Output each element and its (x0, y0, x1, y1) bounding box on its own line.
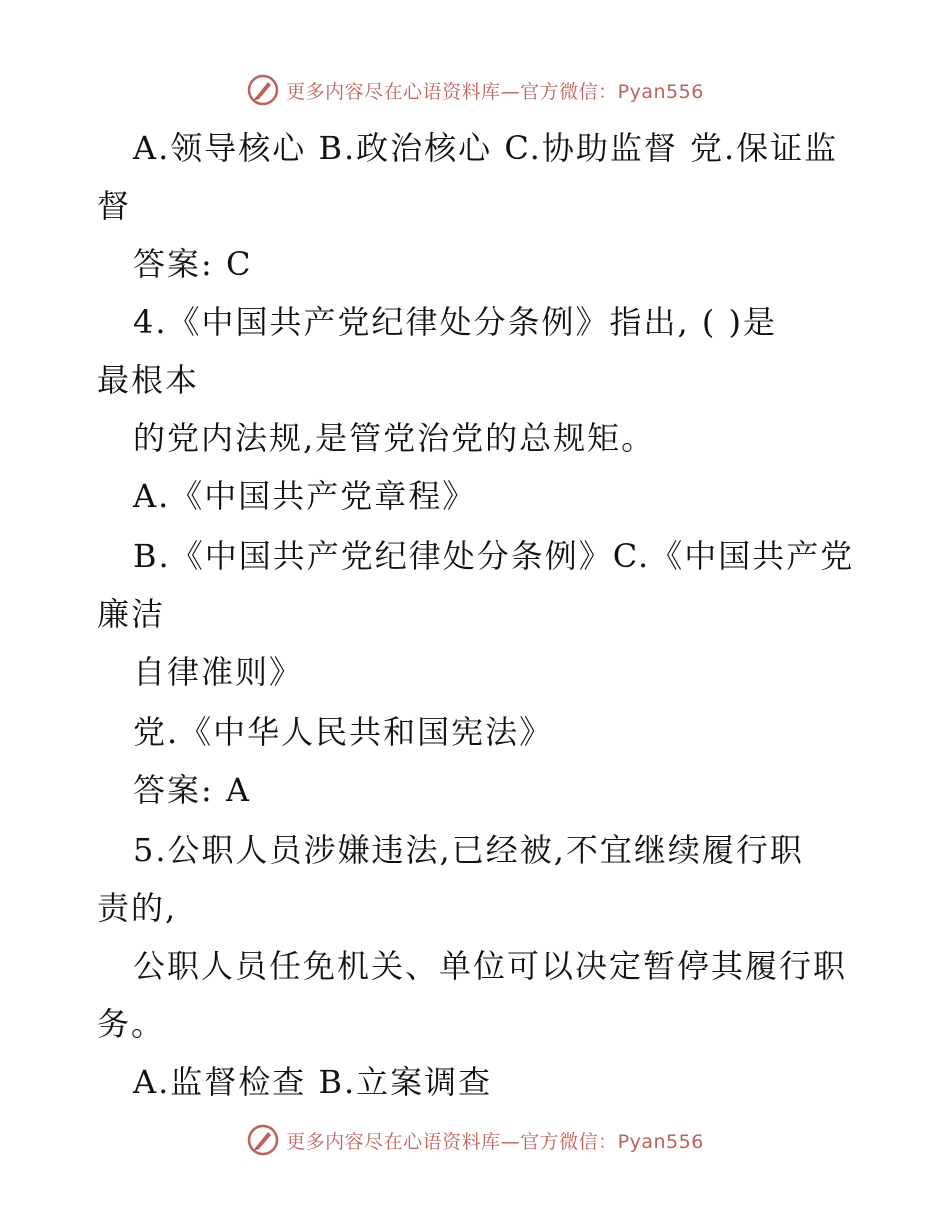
text-line: 责的, (97, 889, 178, 927)
text-line: 最根本 (97, 361, 200, 399)
text-line: 公职人员任免机关、单位可以决定暂停其履行职 (133, 947, 848, 985)
text-line: A.领导核心 B.政治核心 C.协助监督 党.保证监 (133, 129, 839, 167)
watermark-text: 更多内容尽在心语资料库—官方微信：Pyan556 (286, 80, 704, 103)
text-line: 4.《中国共产党纪律处分条例》指出, ( )是 (133, 303, 778, 341)
text-line: 党.《中华人民共和国宪法》 (133, 713, 554, 751)
header-watermark (0, 70, 950, 110)
text-line: 督 (97, 187, 132, 225)
text-line: 的党内法规,是管党治党的总规矩。 (133, 419, 656, 457)
pen-logo-icon (246, 73, 280, 107)
text-line: A.监督检查 B.立案调查 (133, 1063, 493, 1101)
watermark-text: 更多内容尽在心语资料库—官方微信：Pyan556 (286, 1130, 704, 1153)
text-line: A.《中国共产党章程》 (133, 477, 477, 515)
text-line: 答案: A (133, 771, 252, 809)
text-line: 务。 (97, 1005, 166, 1043)
text-line: 答案: C (133, 245, 253, 283)
text-line: 5.公职人员涉嫌违法,已经被,不宜继续履行职 (133, 831, 804, 869)
text-line: 自律准则》 (133, 653, 304, 691)
text-line: B.《中国共产党纪律处分条例》C.《中国共产党 (133, 537, 855, 575)
footer-watermark (0, 1120, 950, 1160)
text-line: 廉洁 (97, 595, 166, 633)
pen-logo-icon (246, 1123, 280, 1157)
